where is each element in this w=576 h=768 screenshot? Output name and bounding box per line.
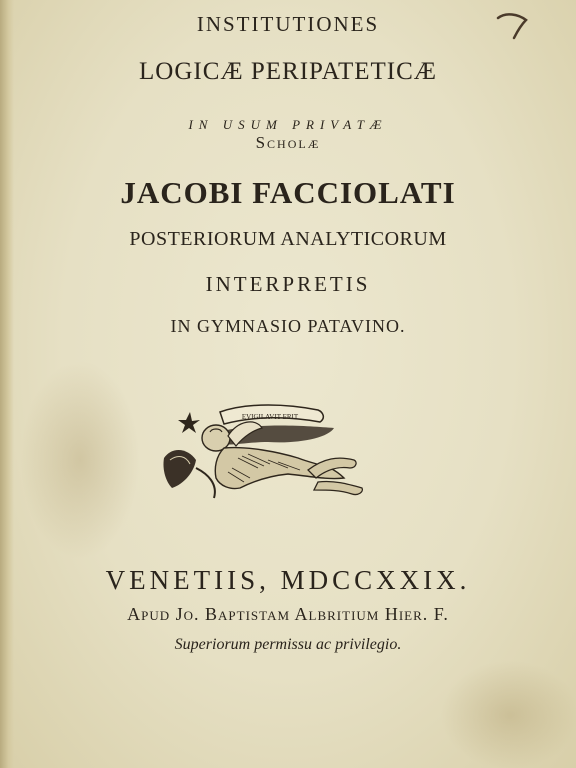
subtitle-scholae: Scholæ bbox=[255, 133, 321, 152]
author-name: JACOBI FACCIOLATI bbox=[120, 175, 456, 210]
paper-stain bbox=[440, 660, 576, 768]
subtitle-in-usum: IN USUM PRIVATÆ bbox=[188, 117, 388, 132]
cherub-woodcut-icon bbox=[158, 398, 370, 510]
author-role-interpretis: INTERPRETIS bbox=[205, 272, 371, 296]
vignette-motto: EVIGILAVIT ERIT bbox=[241, 413, 299, 421]
imprint-license: Superiorum permissu ac privilegio. bbox=[174, 636, 402, 653]
imprint-place-date: VENETIIS, MDCCXXIX. bbox=[105, 565, 471, 595]
title-line-institutiones: INSTITUTIONES bbox=[196, 12, 380, 36]
paper-stain bbox=[20, 360, 140, 560]
imprint-printer: Apud Jo. Baptistam Albritium Hier. F. bbox=[127, 604, 449, 624]
author-role: POSTERIORUM ANALYTICORUM bbox=[129, 228, 447, 250]
title-line-logicae: LOGICÆ PERIPATETICÆ bbox=[139, 58, 437, 85]
author-institution: IN GYMNASIO PATAVINO. bbox=[170, 316, 406, 336]
